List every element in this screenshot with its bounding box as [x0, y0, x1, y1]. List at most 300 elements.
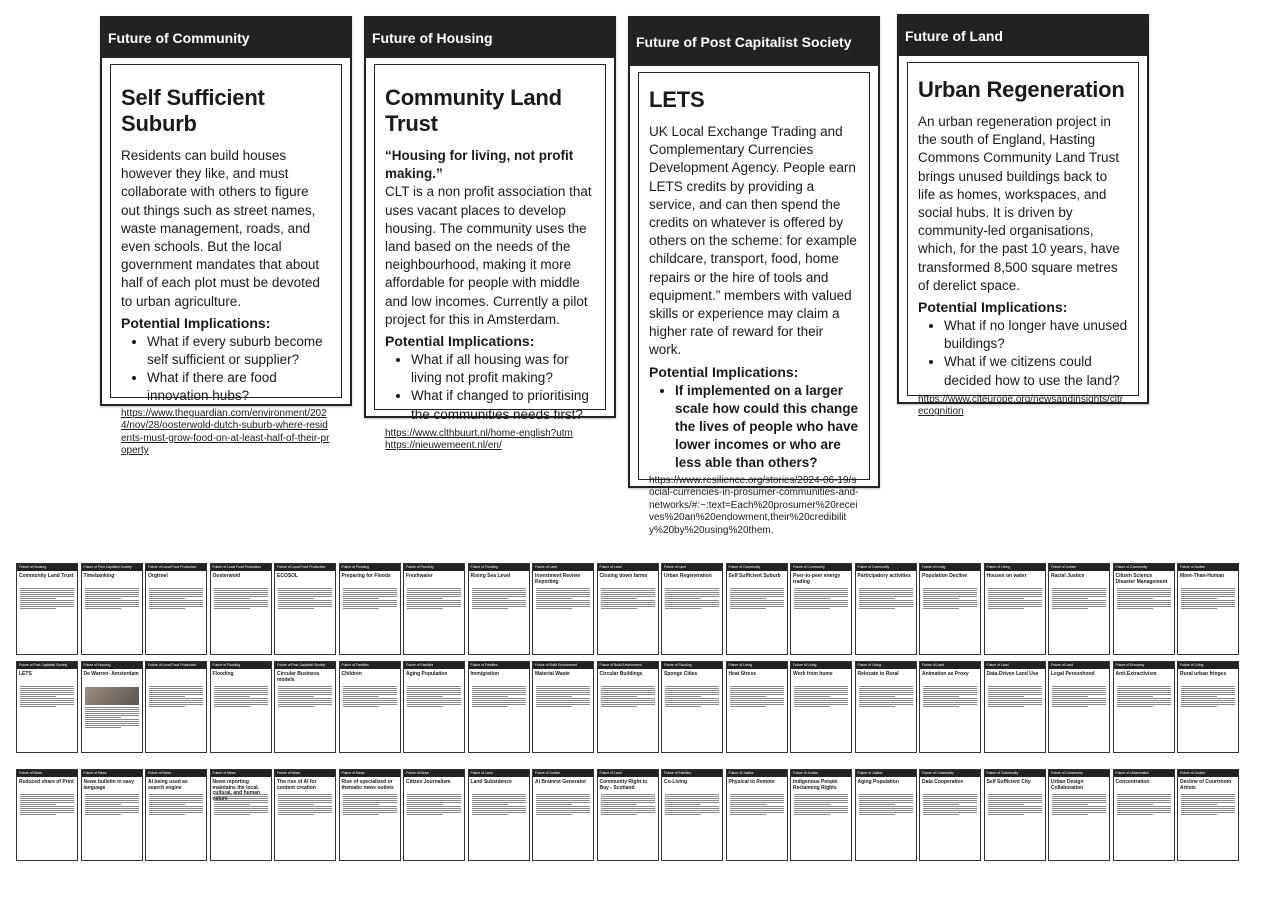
thumbnail-text-line — [536, 804, 572, 805]
thumbnail-text-line — [730, 698, 784, 699]
implications-label: Potential Implications: — [918, 299, 1068, 316]
thumbnail-category: Future of Flooding — [469, 564, 529, 571]
thumbnail-title: Urban Design Collaboration — [1051, 779, 1084, 791]
thumbnail-text-line — [343, 594, 397, 595]
thumbnail-text-line — [923, 798, 977, 799]
thumbnail-text-line — [665, 600, 719, 601]
thumbnail-title: Rise of specialized or thematic news outlets — [341, 779, 394, 791]
thumbnail-text-line — [278, 588, 332, 589]
thumbnail-text-line — [601, 794, 655, 795]
thumbnail-text-line — [923, 804, 959, 805]
thumbnail-card[interactable] — [274, 661, 336, 753]
thumbnail-text-line — [730, 800, 784, 801]
thumbnail-text-line — [730, 814, 766, 815]
thumbnail-text-line — [20, 802, 74, 803]
thumbnail-card[interactable] — [1113, 563, 1175, 655]
thumbnail-card[interactable] — [1048, 563, 1110, 655]
thumbnail-card[interactable] — [855, 769, 917, 861]
thumbnail-text-line — [472, 810, 526, 811]
thumbnail-title: Anti-Extractivism — [1115, 671, 1157, 677]
thumbnail-text-line — [730, 796, 784, 797]
thumbnail-text-line — [20, 806, 74, 807]
thumbnail-card[interactable] — [81, 769, 143, 861]
thumbnail-text-line — [472, 596, 526, 597]
implication-item: • What if we citizens could decided how to use the land? — [944, 353, 1128, 389]
thumbnail-text-line — [407, 804, 443, 805]
thumbnail-text-line — [85, 588, 139, 589]
thumbnail-category: Future of News — [82, 770, 142, 777]
thumbnail-text-line — [988, 588, 1042, 589]
thumbnail-category: Future of Post Capitalist Society — [17, 662, 77, 669]
thumbnail-card[interactable] — [210, 563, 272, 655]
thumbnail-card[interactable] — [1177, 661, 1239, 753]
thumbnail-text-line — [794, 692, 848, 693]
thumbnail-text-line — [278, 606, 332, 607]
thumbnail-text-line — [1181, 800, 1235, 801]
thumbnail-text-line — [794, 794, 848, 795]
thumbnail-card[interactable] — [790, 769, 852, 861]
thumbnail-text-line — [472, 690, 526, 691]
thumbnail-text-line — [536, 706, 572, 707]
thumbnail-text-line — [665, 592, 719, 593]
thumbnail-card[interactable] — [210, 769, 272, 861]
thumbnail-category: Future of Community — [985, 770, 1045, 777]
thumbnail-card[interactable] — [81, 563, 143, 655]
thumbnail-card[interactable] — [1177, 769, 1239, 861]
thumbnail-text-line — [988, 814, 1024, 815]
thumbnail-text-line — [794, 596, 848, 597]
thumbnail-text-line — [214, 694, 268, 695]
thumbnail-text-line — [665, 590, 719, 591]
thumbnail-text-line — [1117, 806, 1171, 807]
thumbnail-card[interactable] — [919, 661, 981, 753]
thumbnail-text-line — [278, 706, 314, 707]
thumbnail-category: Future of Families — [404, 662, 464, 669]
card-lets — [628, 16, 880, 536]
card-self-sufficient-suburb — [100, 16, 352, 457]
thumbnail-title: Material Waste — [535, 671, 570, 677]
thumbnail-card[interactable] — [1048, 769, 1110, 861]
thumbnail-text-line — [1117, 814, 1153, 815]
thumbnail-text-line — [149, 798, 203, 799]
thumbnail-text-line — [214, 700, 268, 701]
thumbnail-text-line — [601, 590, 655, 591]
thumbnail-card[interactable] — [274, 769, 336, 861]
thumbnail-card[interactable] — [984, 563, 1046, 655]
thumbnail-card[interactable] — [16, 563, 78, 655]
thumbnail-text-line — [343, 700, 397, 701]
thumbnail-category: Future of Post Capitalist Society — [275, 662, 335, 669]
thumbnail-category: Future of News — [17, 770, 77, 777]
thumbnail-text-line — [407, 808, 461, 809]
thumbnail-text-line — [343, 690, 397, 691]
thumbnail-card[interactable] — [661, 769, 723, 861]
thumbnail-text-line — [343, 598, 379, 599]
thumbnail-text-line — [536, 814, 572, 815]
thumbnail-title: Sponge Cities — [664, 671, 698, 677]
thumbnail-card[interactable] — [468, 661, 530, 753]
thumbnail-category: Future of Build Environment — [598, 662, 658, 669]
thumbnail-category: Future of Flooding — [211, 662, 271, 669]
thumbnail-text-line — [407, 594, 461, 595]
thumbnail-card[interactable] — [919, 563, 981, 655]
thumbnail-text-line — [407, 606, 461, 607]
thumbnail-title: Orgtroel — [148, 573, 168, 579]
thumbnail-text-line — [730, 812, 784, 813]
thumbnail-text-line — [536, 702, 590, 703]
source-link[interactable]: https://nieuwemeent.nl/en/ — [385, 440, 502, 452]
thumbnail-text-line — [343, 800, 397, 801]
thumbnail-card[interactable] — [210, 661, 272, 753]
thumbnail-card[interactable] — [661, 563, 723, 655]
card-category: Future of Post Capitalist Society — [630, 18, 878, 66]
thumbnail-text-line — [149, 688, 203, 689]
thumbnail-text-line — [730, 702, 784, 703]
thumbnail-text-line — [923, 598, 959, 599]
thumbnail-text-line — [859, 604, 913, 605]
implication-item: • If implemented on a larger scale how could this change the lives of people who have lower incomes or who are less able than others? — [675, 382, 859, 473]
thumbnail-text-line — [859, 686, 913, 687]
card-body — [907, 62, 1139, 418]
thumbnail-text-line — [472, 698, 526, 699]
thumbnail-card[interactable] — [984, 769, 1046, 861]
thumbnail-category: Future of Community — [1114, 564, 1174, 571]
thumbnail-card[interactable] — [81, 661, 143, 753]
thumbnail-text-line — [149, 608, 185, 609]
thumbnail-text-line — [794, 590, 848, 591]
thumbnail-text-line — [859, 688, 913, 689]
thumbnail-text-line — [278, 794, 332, 795]
thumbnail-card[interactable] — [339, 769, 401, 861]
thumbnail-text-line — [730, 696, 766, 697]
thumbnail-text-line — [20, 604, 74, 605]
thumbnail-card[interactable] — [919, 769, 981, 861]
thumbnail-text-line — [1117, 588, 1171, 589]
thumbnail-text-line — [1117, 796, 1171, 797]
thumbnail-text-line — [343, 608, 379, 609]
thumbnail-text-line — [343, 802, 397, 803]
thumbnail-text-line — [149, 804, 185, 805]
thumbnail-text-line — [988, 602, 1042, 603]
thumbnail-card[interactable] — [339, 661, 401, 753]
thumbnail-card[interactable] — [468, 563, 530, 655]
thumbnail-text-line — [149, 812, 203, 813]
thumbnail-text-line — [859, 798, 913, 799]
thumbnail-text-line — [794, 814, 830, 815]
thumbnail-text-line — [665, 604, 719, 605]
implication-item: • What if all housing was for living not profit making? — [411, 351, 595, 387]
thumbnail-text-line — [278, 702, 332, 703]
thumbnail-title: Relocate to Rural — [857, 671, 899, 677]
thumbnail-text-line — [214, 600, 268, 601]
thumbnail-text-line — [20, 796, 74, 797]
thumbnail-text-line — [1052, 706, 1088, 707]
thumbnail-text-line — [923, 606, 977, 607]
thumbnail-text-line — [149, 690, 203, 691]
thumbnail-card[interactable] — [597, 563, 659, 655]
source-link[interactable]: https://www.clteurope.org/newsandinsights/cltrecognition — [918, 393, 1124, 418]
thumbnail-text-line — [794, 594, 848, 595]
thumbnail-card[interactable] — [726, 661, 788, 753]
thumbnail-text-line — [665, 686, 719, 687]
thumbnail-category: Future of Living — [856, 662, 916, 669]
thumbnail-text-line — [343, 812, 397, 813]
thumbnail-text-line — [1052, 594, 1106, 595]
thumbnail-text-line — [1181, 696, 1217, 697]
thumbnail-category: Future of Build Environment — [533, 662, 593, 669]
thumbnail-title: Citizen Science Disaster Management — [1115, 573, 1168, 585]
thumbnail-card[interactable] — [532, 563, 594, 655]
thumbnail-title: AI Brainrot Generator — [535, 779, 587, 785]
thumbnail-text-line — [1052, 804, 1088, 805]
thumbnail-text-line — [988, 598, 1024, 599]
implications-list — [385, 351, 595, 424]
thumbnail-text-line — [601, 702, 655, 703]
thumbnail-text-line — [214, 804, 250, 805]
thumbnail-text-line — [794, 696, 830, 697]
thumbnail-text-line — [536, 686, 590, 687]
thumbnail-text-line — [536, 796, 590, 797]
thumbnail-text-line — [85, 804, 121, 805]
thumbnail-card[interactable] — [726, 563, 788, 655]
thumbnail-text-line — [1052, 700, 1106, 701]
thumbnail-text-line — [923, 602, 977, 603]
thumbnail-text-line — [278, 592, 332, 593]
thumbnail-card[interactable] — [403, 769, 465, 861]
thumbnail-text-line — [472, 606, 526, 607]
thumbnail-text-line — [988, 802, 1042, 803]
thumbnail-text-line — [988, 590, 1042, 591]
thumbnail-text-line — [472, 700, 526, 701]
thumbnail-card[interactable] — [984, 661, 1046, 753]
thumbnail-text-line — [536, 604, 590, 605]
thumbnail-text-line — [730, 798, 784, 799]
thumbnail-text-line — [730, 602, 784, 603]
thumbnail-card[interactable] — [274, 563, 336, 655]
thumbnail-text-line — [730, 686, 784, 687]
thumbnail-card[interactable] — [1113, 661, 1175, 753]
thumbnail-text-line — [149, 814, 185, 815]
thumbnail-card[interactable] — [1048, 661, 1110, 753]
thumbnail-card[interactable] — [532, 661, 594, 753]
thumbnail-title: News reporting maintains the local, cultural, and human nature — [212, 779, 261, 802]
thumbnail-text-line — [472, 796, 526, 797]
thumbnail-text-line — [1052, 704, 1106, 705]
thumbnail-card[interactable] — [145, 661, 207, 753]
thumbnail-card[interactable] — [16, 661, 78, 753]
thumbnail-text-line — [1117, 590, 1171, 591]
thumbnail-text-line — [1181, 606, 1235, 607]
thumbnail-text-line — [923, 704, 977, 705]
thumbnail-text-line — [20, 590, 74, 591]
card-body — [638, 72, 870, 536]
thumbnail-text-line — [988, 800, 1042, 801]
thumbnail-card[interactable] — [597, 769, 659, 861]
thumbnail-card[interactable] — [532, 769, 594, 861]
thumbnail-card[interactable] — [339, 563, 401, 655]
thumbnail-text-line — [20, 812, 74, 813]
thumbnail-text-line — [988, 692, 1042, 693]
thumbnail-category: Future of Community — [791, 564, 851, 571]
thumbnail-text-line — [20, 602, 74, 603]
thumbnail-text-line — [794, 706, 830, 707]
thumbnail-category: Future of News — [340, 770, 400, 777]
thumbnail-card[interactable] — [403, 563, 465, 655]
thumbnail-category: Future of Housing — [17, 564, 77, 571]
thumbnail-text-line — [859, 596, 913, 597]
thumbnail-text-line — [859, 806, 913, 807]
thumbnail-text-line — [472, 814, 508, 815]
thumbnail-category: Future of Local Food Production — [146, 564, 206, 571]
thumbnail-text-line — [407, 798, 461, 799]
thumbnail-text-line — [923, 702, 977, 703]
thumbnail-text-line — [730, 594, 784, 595]
thumbnail-text-line — [730, 694, 784, 695]
thumbnail-text-line — [407, 814, 443, 815]
thumbnail-text-line — [794, 592, 848, 593]
thumbnail-text-line — [923, 694, 977, 695]
thumbnail-card[interactable] — [145, 769, 207, 861]
thumbnail-text-line — [407, 698, 461, 699]
thumbnail-category: Future of Local Food Production — [146, 662, 206, 669]
thumbnail-title: Circular Business models — [277, 671, 320, 683]
thumbnail-text-line — [1181, 702, 1235, 703]
thumbnail-text-line — [472, 704, 526, 705]
thumbnail-title: Data Cooperative — [922, 779, 964, 785]
source-link[interactable]: https://www.clthbuurt.nl/home-english?utm — [385, 427, 573, 439]
thumbnail-text-line — [278, 802, 332, 803]
thumbnail-text-line — [1181, 608, 1217, 609]
thumbnail-card[interactable] — [790, 661, 852, 753]
thumbnail-text-line — [20, 688, 74, 689]
thumbnail-text-line — [407, 608, 443, 609]
thumbnail-card[interactable] — [661, 661, 723, 753]
implications-label: Potential Implications: — [385, 333, 535, 350]
implication-item: • What if every suburb become self sufficient or supplier? — [147, 333, 331, 369]
thumbnail-text-line — [536, 694, 590, 695]
thumbnail-text-line — [536, 690, 590, 691]
source-link[interactable]: https://www.theguardian.com/environment/2024/nov/28/oosterwold-dutch-suburb-where-residents-must-grow-food-on-at-least-half-of-their-property — [121, 407, 330, 457]
thumbnail-text-line — [214, 692, 268, 693]
implications-list — [649, 382, 859, 473]
thumbnail-text-line — [536, 608, 572, 609]
thumbnail-text-line — [407, 688, 461, 689]
thumbnail-card[interactable] — [726, 769, 788, 861]
thumbnail-card[interactable] — [403, 661, 465, 753]
thumbnail-card[interactable] — [468, 769, 530, 861]
thumbnail-card[interactable] — [145, 563, 207, 655]
thumbnail-text-line — [407, 696, 443, 697]
thumbnail-card[interactable] — [790, 563, 852, 655]
thumbnail-text-line — [536, 692, 590, 693]
thumbnail-text-line — [988, 812, 1042, 813]
thumbnail-text-line — [85, 719, 139, 720]
thumbnail-text-line — [1052, 794, 1106, 795]
thumbnail-text-line — [214, 706, 250, 707]
thumbnail-text-line — [730, 688, 784, 689]
thumbnail-text-line — [794, 700, 848, 701]
thumbnail-card[interactable] — [16, 769, 78, 861]
thumbnail-text-line — [1181, 688, 1235, 689]
thumbnail-text-line — [923, 802, 977, 803]
thumbnail-text-line — [536, 598, 572, 599]
thumbnail-text-line — [923, 796, 977, 797]
thumbnail-text-line — [794, 598, 830, 599]
thumbnail-text-line — [407, 806, 461, 807]
thumbnail-text-line — [278, 602, 332, 603]
thumbnail-category: Future of Land — [920, 662, 980, 669]
thumbnail-text-line — [794, 686, 848, 687]
thumbnail-text-line — [85, 709, 139, 710]
thumbnail-text-line — [988, 604, 1042, 605]
thumbnail-text-line — [20, 702, 74, 703]
thumbnail-text-line — [1052, 688, 1106, 689]
thumbnail-text-line — [149, 704, 203, 705]
thumbnail-card[interactable] — [1113, 769, 1175, 861]
thumbnail-text-line — [794, 806, 848, 807]
thumbnail-title: Preparing for Floods — [341, 573, 391, 579]
thumbnail-text-line — [601, 686, 655, 687]
thumbnail-title: Concentration — [1115, 779, 1150, 785]
thumbnail-text-line — [665, 804, 701, 805]
thumbnail-category: Future of Community — [920, 770, 980, 777]
thumbnail-text-line — [1052, 814, 1088, 815]
thumbnail-text-line — [923, 692, 977, 693]
thumbnail-text-line — [730, 590, 784, 591]
thumbnail-text-line — [472, 794, 526, 795]
thumbnail-text-line — [923, 690, 977, 691]
thumbnail-text-line — [988, 592, 1042, 593]
thumbnail-title: Immigration — [470, 671, 500, 677]
thumbnail-text-line — [149, 806, 203, 807]
thumbnail-text-line — [859, 814, 895, 815]
source-link[interactable]: https://www.resilience.org/stories/2024-06-19/social-currencies-in-prosumer-communities-and-networks/#:~:text=Each%20prosumer%20receives%20an%20endowment,their%20credibility%20by%20using%20them. — [649, 474, 859, 536]
thumbnail-title: LETS — [19, 671, 32, 677]
thumbnail-text-line — [1052, 602, 1106, 603]
thumbnail-text-line — [407, 596, 461, 597]
thumbnail-category: Future of Living — [727, 662, 787, 669]
thumbnail-card[interactable] — [855, 661, 917, 753]
thumbnail-text-line — [85, 800, 139, 801]
thumbnail-title: Work from home — [793, 671, 833, 677]
thumbnail-title — [146, 669, 206, 685]
thumbnail-text-line — [923, 810, 977, 811]
thumbnail-text-line — [20, 698, 74, 699]
thumbnail-text-line — [1181, 694, 1235, 695]
thumbnail-text-line — [536, 808, 590, 809]
thumbnail-text-line — [214, 596, 268, 597]
thumbnail-card[interactable] — [1177, 563, 1239, 655]
thumbnail-text-line — [859, 800, 913, 801]
thumbnail-title: Heat Stress — [728, 671, 757, 677]
thumbnail-card[interactable] — [597, 661, 659, 753]
thumbnail-text-line — [794, 688, 848, 689]
thumbnail-category: Future of Justice — [727, 770, 787, 777]
thumbnail-text-line — [665, 688, 719, 689]
thumbnail-category: Future of Local Food Production — [211, 564, 271, 571]
card-urban-regeneration — [897, 14, 1149, 418]
thumbnail-text-line — [1117, 690, 1171, 691]
thumbnail-text-line — [923, 604, 977, 605]
thumbnail-card[interactable] — [855, 563, 917, 655]
thumbnail-text-line — [601, 608, 637, 609]
thumbnail-text-line — [536, 590, 590, 591]
thumbnail-text-line — [665, 810, 719, 811]
thumbnail-text-line — [988, 704, 1042, 705]
thumbnail-title: Closing down farms — [599, 573, 648, 579]
thumbnail-text-line — [859, 590, 913, 591]
thumbnail-text-line — [407, 588, 461, 589]
